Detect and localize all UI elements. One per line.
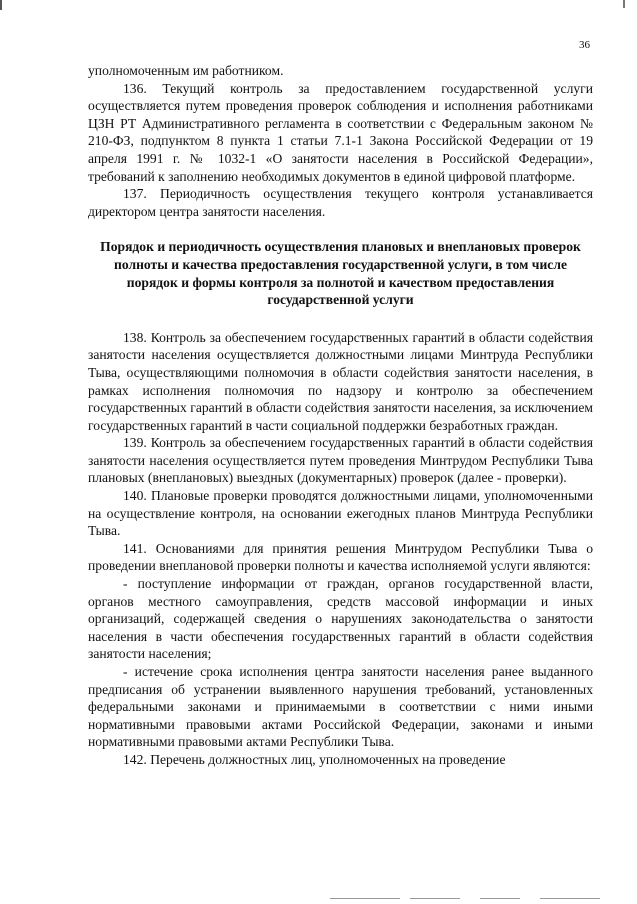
scan-edge-mark [0,0,10,10]
scan-bottom-rule [410,898,460,899]
section-heading: Порядок и периодичность осуществления плановых и внеплановых проверок полноты и качества предоставления государственной услуги, в том числе порядок и формы контроля за полнотой и качеством предоставления государственной услуги [100,239,581,308]
paragraph: уполномоченным им работником. [88,63,284,78]
scan-bottom-rule [540,898,600,899]
scan-bottom-rule [330,898,400,899]
page-number: 36 [579,39,590,51]
paragraph-141: 141. Основаниями для принятия решения Минтрудом Республики Тыва о проведении внеплановой проверки полноты и качества исполняемой услуги являются: [88,540,593,574]
list-item-information: - поступление информации от граждан, органов государственной власти, органов местного самоуправления, средств массовой информации и иных организаций, содержащей сведения о нарушениях законодательства о занятости населения в части обеспечения государственных гарантий в области содействия занятости населения; [88,576,593,662]
paragraph-140: 140. Плановые проверки проводятся должностными лицами, уполномоченными на осуществление контроля, на основании ежегодных планов Минтруда Республики Тыва. [88,488,593,539]
paragraph-139: 139. Контроль за обеспечением государственных гарантий в области содействия занятости населения осуществляется путем проведения Минтрудом Республики Тыва плановых (внеплановых) выездных (документарных) проверок (далее - проверки). [88,435,593,486]
paragraph-142: 142. Перечень должностных лиц, уполномоченных на проведение [123,751,506,767]
paragraph-136: 136. Текущий контроль за предоставлением государственной услуги осуществляется путем проведения проверок соблюдения и исполнения работниками ЦЗН РТ Административного регламента в соответствии с Федеральным законом № 210-ФЗ, подпунктом 8 пункта 1 статьи 7.1-1 Закона Российской Федерации от 19 апреля 1991 г. № 1032-1 «О занятости населения в Российской Федерации», требований к заполнению необходимых документов в единой цифровой платформе. [88,80,593,184]
paragraph-137: 137. Периодичность осуществления текущего контроля устанавливается директором центра занятости населения. [88,186,593,219]
list-item-expiry: - истечение срока исполнения центра занятости населения ранее выданного предписания об устранении выявленного нарушения требований, установленных федеральными законами и принимаемыми в соответствии с ними иными нормативными правовыми актами Российской Федерации, законами и иными нормативными правовыми актами Республики Тыва. [88,664,593,750]
scan-bottom-rule [480,898,520,899]
paragraph-138: 138. Контроль за обеспечением государственных гарантий в области содействия занятости населения осуществляется должностными лицами Минтруда Республики Тыва, осуществляющими полномочия в области содействия занятости населения, в рамках исполнения полномочия по надзору и контролю за обеспечением государственных гарантий в области содействия занятости населения, за исключением государственных гарантий в части социальной поддержки безработных граждан. [88,329,593,433]
document-body [88,62,593,769]
scan-edge-mark [623,0,625,8]
